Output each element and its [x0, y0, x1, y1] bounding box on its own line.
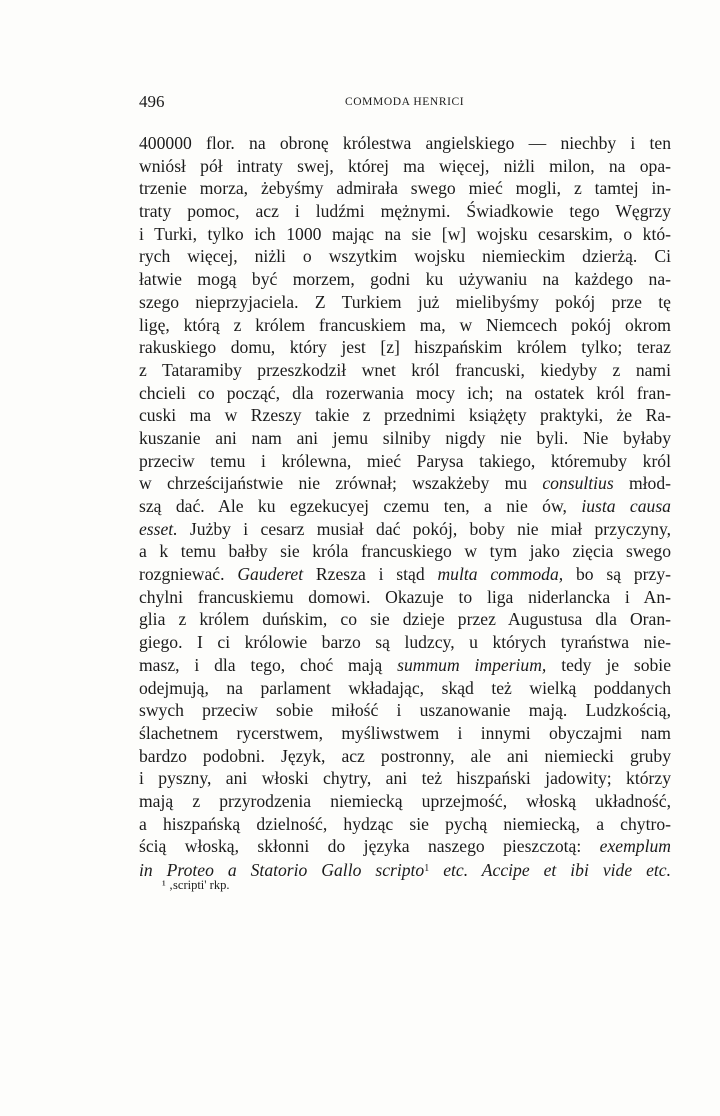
body-line: ślachetnem rycerstwem, myśliwstwem i innymi obyczajmi nam [139, 722, 671, 743]
body-text [139, 132, 671, 881]
body-line: z Tataramiby przeszkodził wnet król francuski, kiedyby z nami [139, 359, 671, 380]
body-line: glia z królem duńskim, co sie dzieje przez Augustusa dla Oran- [139, 609, 671, 630]
body-line: chcieli co począć, dla rozerwania mocy ich; na ostatek król fran- [139, 382, 671, 403]
body-line: rozgniewać. Gauderet Rzesza i stąd multa commoda, bo są przy- [139, 564, 671, 585]
body-line: traty pomoc, acz i ludźmi mężnymi. Świadkowie tego Węgrzy [139, 201, 671, 222]
body-line: ścią włoską, skłonni do języka naszego pieszczotą: exemplum [139, 836, 671, 857]
body-line: 400000 flor. na obronę królestwa angielskiego — niechby i ten [139, 133, 671, 153]
body-line: odejmują, na parlament wkładając, skąd też wielką poddanych [139, 677, 671, 698]
body-line: wniósł pół intraty swej, której ma więcej, niżli milon, na opa- [139, 155, 671, 176]
body-line: bardzo podobni. Język, acz postronny, ale ani niemiecki gruby [139, 745, 671, 766]
body-line: swych przeciw sobie miłość i uszanowanie mają. Ludzkością, [139, 700, 671, 721]
body-line: i pyszny, ani włoski chytry, ani też hiszpański jadowity; którzy [139, 768, 671, 789]
body-line: mają z przyrodzenia niemiecką uprzejmość, włoską układność, [139, 790, 671, 811]
body-line: masz, i dla tego, choć mają summum imperium, tedy je sobie [139, 654, 671, 675]
body-line: trzenie morza, żebyśmy admirała swego mieć mogli, z tamtej in- [139, 178, 671, 199]
body-line: rakuskiego domu, który jest [z] hiszpańskim królem tylko; teraz [139, 337, 671, 358]
page-header [139, 92, 671, 116]
body-line: a k temu bałby sie króla francuskiego w tym jako zięcia swego [139, 541, 671, 562]
body-line: cuski ma w Rzeszy takie z przednimi książęty praktyki, że Ra- [139, 405, 671, 426]
body-line: kuszanie ani nam ani jemu silniby nigdy nie byli. Nie byłaby [139, 427, 671, 448]
body-line: rych więcej, niżli o wszytkim wojsku niemieckim dzierżą. Ci [139, 246, 671, 267]
body-line: w chrześcijaństwie nie zrównał; wszakżeby mu consultius młod- [139, 473, 671, 494]
page-number: 496 [139, 92, 165, 111]
body-line: chylni francuskiemu domowi. Okazuje to liga niderlancka i An- [139, 586, 671, 607]
footnote: ¹ ‚scripti' rkp. [162, 878, 230, 892]
body-line: szego nieprzyjaciela. Z Turkiem już mielibyśmy pokój prze tę [139, 291, 671, 312]
running-head: COMMODA HENRICI [345, 96, 465, 108]
body-line: esset. Jużby i cesarz musiał dać pokój, boby nie miał przyczyny, [139, 518, 671, 539]
body-line: in Proteo a Statorio Gallo scripto$^1$ etc. Accipe et ibi vide etc. [139, 860, 671, 880]
body-line: giego. I ci królowie barzo są ludzcy, u których tyraństwa nie- [139, 632, 671, 653]
body-line: a hiszpańską dzielność, hydząc sie pychą niemiecką, a chytro- [139, 813, 671, 834]
body-line: i Turki, tylko ich 1000 mając na sie [w] wojsku cesarskim, o któ- [139, 223, 671, 244]
body-line: łatwie mogą być morzem, godni ku używaniu na każdego na- [139, 269, 671, 290]
body-line: przeciw temu i królewna, mieć Parysa takiego, któremuby król [139, 450, 671, 471]
body-line: ligę, którą z królem francuskiem ma, w Niemcech pokój okrom [139, 314, 671, 335]
body-line: szą dać. Ale ku egzekucyej czemu ten, a nie ów, iusta causa [139, 496, 671, 516]
